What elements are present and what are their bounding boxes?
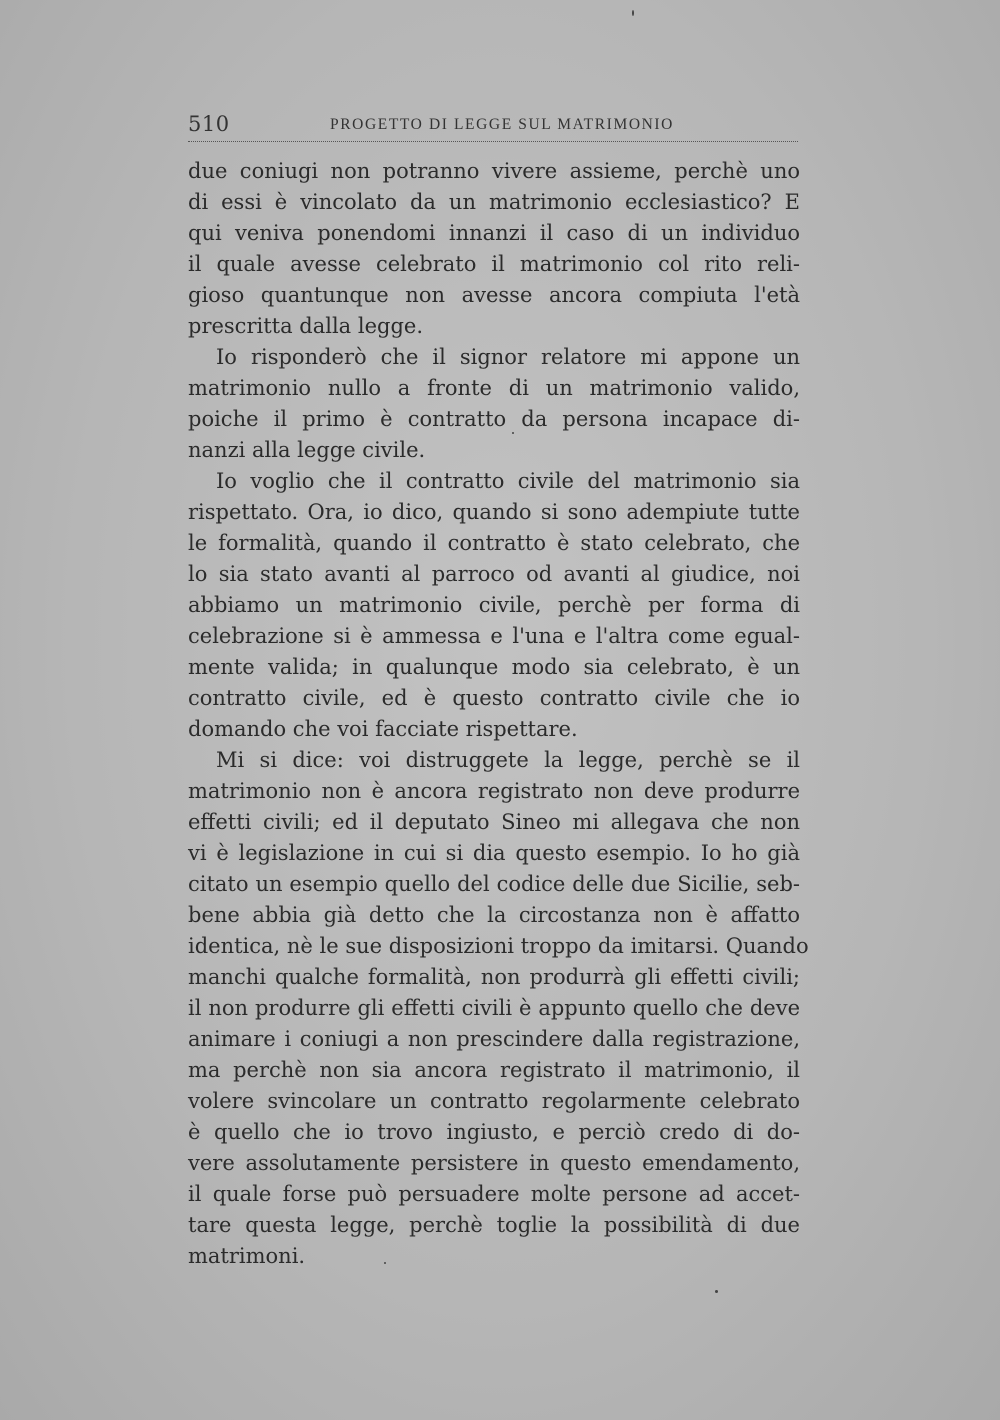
running-title: PROGETTO DI LEGGE SUL MATRIMONIO xyxy=(330,116,674,133)
text-line: tare questa legge, perchè toglie la possibilità di due xyxy=(188,1213,800,1237)
header-rule xyxy=(188,141,798,142)
body-text xyxy=(188,156,809,1272)
text-line: abbiamo un matrimonio civile, perchè per forma di xyxy=(188,593,800,617)
text-line: qui veniva ponendomi innanzi il caso di un individuo xyxy=(188,221,800,245)
text-line: citato un esempio quello del codice delle due Sicilie, seb- xyxy=(188,872,800,896)
text-line: rispettato. Ora, io dico, quando si sono adempiute tutte xyxy=(188,500,800,524)
text-line: due coniugi non potranno vivere assieme, perchè uno xyxy=(188,159,800,183)
text-line: di essi è vincolato da un matrimonio ecclesiastico? E xyxy=(188,190,800,214)
text-line: ma perchè non sia ancora registrato il matrimonio, il xyxy=(188,1058,800,1082)
paragraph-start-line: Mi si dice: voi distruggete la legge, perchè se il xyxy=(216,748,800,772)
text-line: gioso quantunque non avesse ancora compiuta l'età xyxy=(188,283,800,307)
text-line: lo sia stato avanti al parroco od avanti al giudice, noi xyxy=(188,562,800,586)
text-line: il quale forse può persuadere molte persone ad accet- xyxy=(188,1182,800,1206)
text-line: il non produrre gli effetti civili è appunto quello che deve xyxy=(188,996,800,1020)
page-number: 510 xyxy=(188,112,230,136)
paper-speck xyxy=(512,432,514,434)
text-line: domando che voi facciate rispettare. xyxy=(188,717,578,741)
text-line: vi è legislazione in cui si dia questo esempio. Io ho già xyxy=(188,841,800,865)
text-line: poiche il primo è contratto da persona incapace di- xyxy=(188,407,800,431)
paragraph-start-line: Io risponderò che il signor relatore mi appone un xyxy=(216,345,800,369)
text-line: prescritta dalla legge. xyxy=(188,314,423,338)
text-line: bene abbia già detto che la circostanza non è affatto xyxy=(188,903,800,927)
text-line: matrimonio non è ancora registrato non deve produrre xyxy=(188,779,800,803)
paper-speck xyxy=(632,10,634,16)
text-line: effetti civili; ed il deputato Sineo mi allegava che non xyxy=(188,810,800,834)
text-line: il quale avesse celebrato il matrimonio col rito reli- xyxy=(188,252,800,276)
text-line: vere assolutamente persistere in questo emendamento, xyxy=(188,1151,800,1175)
text-line: matrimoni. xyxy=(188,1244,306,1268)
text-line: manchi qualche formalità, non produrrà gli effetti civili; xyxy=(188,965,800,989)
text-line: celebrazione si è ammessa e l'una e l'altra come egual- xyxy=(188,624,800,648)
text-line: mente valida; in qualunque modo sia celebrato, è un xyxy=(188,655,800,679)
text-line: contratto civile, ed è questo contratto civile che io xyxy=(188,686,800,710)
text-line: è quello che io trovo ingiusto, e perciò credo di do- xyxy=(188,1120,800,1144)
text-line: le formalità, quando il contratto è stato celebrato, che xyxy=(188,531,800,555)
text-line: animare i coniugi a non prescindere dalla registrazione, xyxy=(188,1027,800,1051)
text-line: nanzi alla legge civile. xyxy=(188,438,426,462)
paper-speck xyxy=(384,1262,386,1264)
text-line: matrimonio nullo a fronte di un matrimonio valido, xyxy=(188,376,800,400)
paragraph-start-line: Io voglio che il contratto civile del matrimonio sia xyxy=(216,469,800,493)
text-line: volere svincolare un contratto regolarmente celebrato xyxy=(188,1089,800,1113)
text-line: identica, nè le sue disposizioni troppo da imitarsi. Quando xyxy=(188,934,809,958)
paper-speck xyxy=(715,1290,718,1293)
